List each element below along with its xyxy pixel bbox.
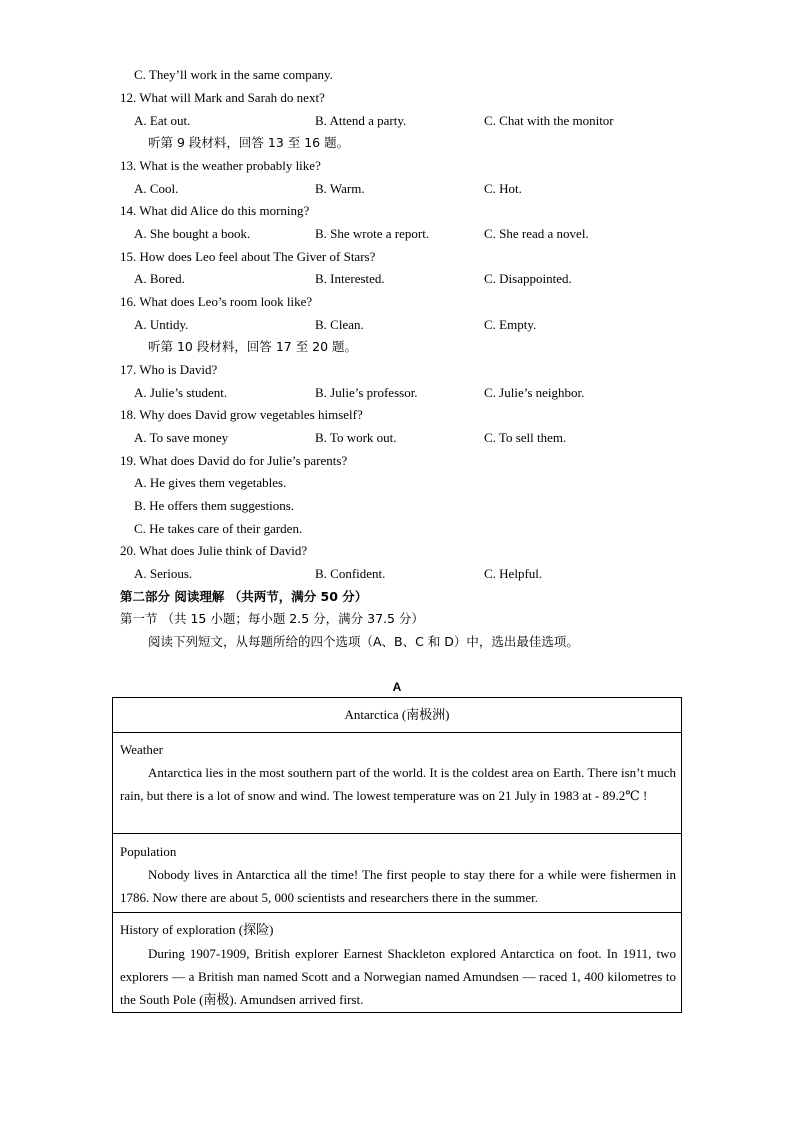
question-text: 15. How does Leo feel about The Giver of Stars?	[120, 249, 376, 264]
option-b: B. To work out.	[315, 430, 397, 445]
option-a: A. Eat out.	[134, 113, 191, 128]
option-b: B. Attend a party.	[315, 113, 407, 128]
table-divider	[113, 912, 681, 913]
option-a: A. She bought a book.	[134, 226, 251, 241]
options-12	[0, 112, 794, 130]
option-a: A. Serious.	[134, 566, 193, 581]
history-heading: History of exploration (探险)	[120, 922, 274, 937]
option-c: C. Disappointed.	[484, 271, 572, 286]
option-a: A. Julie’s student.	[134, 385, 228, 400]
population-heading: Population	[120, 844, 177, 859]
option-a: A. Bored.	[134, 271, 185, 286]
table-divider	[113, 833, 681, 834]
options-16	[0, 316, 794, 334]
option-c: C. She read a novel.	[484, 226, 589, 241]
instruction-text: 听第 9 段材料，回答 13 至 16 题。	[148, 135, 350, 150]
part2-title	[0, 588, 794, 606]
options-17	[0, 384, 794, 402]
table-title: Antarctica (南极洲)	[344, 707, 450, 722]
question-17	[0, 361, 794, 379]
option-a: A. Untidy.	[134, 317, 189, 332]
option-line	[0, 66, 794, 84]
option-c: C. He takes care of their garden.	[134, 521, 303, 536]
question-12	[0, 89, 794, 107]
option-a: A. To save money	[134, 430, 229, 445]
option-b: B. He offers them suggestions.	[134, 498, 295, 513]
question-text: 16. What does Leo’s room look like?	[120, 294, 313, 309]
option-line	[0, 497, 794, 515]
option-b: B. She wrote a report.	[315, 226, 430, 241]
option-a: A. He gives them vegetables.	[134, 475, 287, 490]
option-text: C. They’ll work in the same company.	[134, 67, 333, 82]
options-14	[0, 225, 794, 243]
option-c: C. Hot.	[484, 181, 522, 196]
instruction-10	[0, 338, 794, 356]
question-text: 14. What did Alice do this morning?	[120, 203, 310, 218]
question-19	[0, 452, 794, 470]
weather-heading: Weather	[120, 742, 163, 757]
reading-instruction	[0, 633, 794, 651]
option-b: B. Interested.	[315, 271, 385, 286]
option-c: C. Julie’s neighbor.	[484, 385, 585, 400]
history-text: During 1907-1909, British explorer Earnest Shackleton explored Antarctica on foot. In 1911, two explorers — a British man named Scott and a Norwegian named Amundsen — raced 1, 400 kilometres to the South Pole (南极). Amundsen arrived first.	[120, 946, 676, 1007]
population-text: Nobody lives in Antarctica all the time! The first people to stay there for a while were fishermen in 1786. Now there are about 5, 000 scientists and researchers there in the summer.	[120, 867, 676, 905]
question-text: 13. What is the weather probably like?	[120, 158, 321, 173]
instruction-text: 听第 10 段材料，回答 17 至 20 题。	[148, 339, 358, 354]
instruction-9	[0, 134, 794, 152]
section-title-text: 第一节 （共 15 小题；每小题 2.5 分，满分 37.5 分）	[120, 611, 424, 626]
question-text: 19. What does David do for Julie’s parents?	[120, 453, 348, 468]
table-divider	[113, 732, 681, 733]
option-c: C. Chat with the monitor	[484, 113, 614, 128]
option-line	[0, 520, 794, 538]
options-18	[0, 429, 794, 447]
option-c: C. To sell them.	[484, 430, 567, 445]
option-c: C. Helpful.	[484, 566, 543, 581]
question-20	[0, 542, 794, 560]
section-title	[0, 610, 794, 628]
option-b: B. Julie’s professor.	[315, 385, 418, 400]
question-13	[0, 157, 794, 175]
weather-text: Antarctica lies in the most southern part of the world. It is the coldest area on Earth. There isn’t much rain, but there is a lot of snow and wind. The lowest temperature was on 21 July in 1983 at - 89.2℃ !	[120, 765, 676, 803]
option-b: B. Warm.	[315, 181, 365, 196]
option-b: B. Confident.	[315, 566, 386, 581]
options-15	[0, 270, 794, 288]
question-16	[0, 293, 794, 311]
option-line	[0, 474, 794, 492]
question-text: 12. What will Mark and Sarah do next?	[120, 90, 325, 105]
question-15	[0, 248, 794, 266]
options-13	[0, 180, 794, 198]
question-text: 18. Why does David grow vegetables himself?	[120, 407, 363, 422]
question-14	[0, 202, 794, 220]
option-b: B. Clean.	[315, 317, 364, 332]
passage-label: A	[392, 680, 402, 694]
part2-title-text: 第二部分 阅读理解 （共两节，满分 50 分）	[120, 589, 368, 604]
question-text: 17. Who is David?	[120, 362, 218, 377]
passage-table	[112, 697, 682, 1013]
question-text: 20. What does Julie think of David?	[120, 543, 308, 558]
options-20	[0, 565, 794, 583]
reading-instruction-text: 阅读下列短文，从每题所给的四个选项（A、B、C 和 D）中，选出最佳选项。	[148, 634, 579, 649]
option-c: C. Empty.	[484, 317, 537, 332]
question-18	[0, 406, 794, 424]
option-a: A. Cool.	[134, 181, 179, 196]
